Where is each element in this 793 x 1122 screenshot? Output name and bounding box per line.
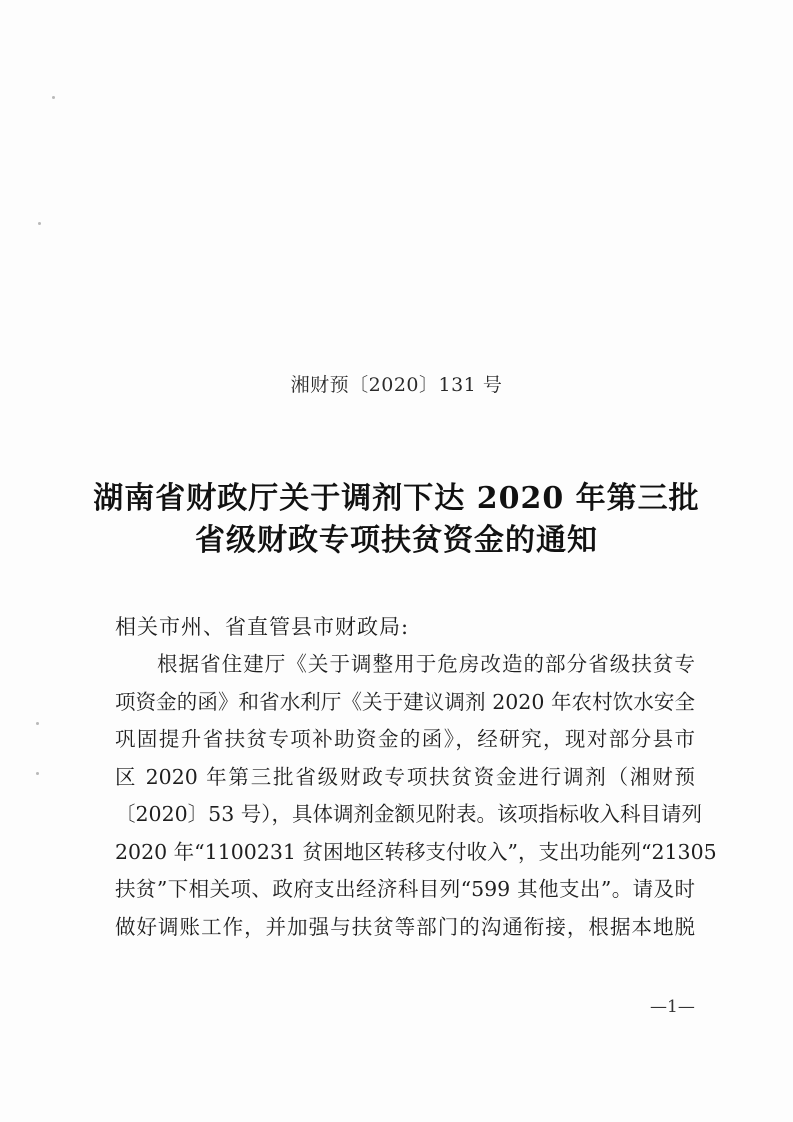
title-line-1: 湖南省财政厅关于调剂下达 2020 年第三批	[93, 481, 700, 516]
body-line: 项资金的函》和省水利厅《关于建议调剂 2020 年农村饮水安全	[115, 689, 695, 714]
body-text	[115, 646, 717, 946]
body-line: 〔2020〕53 号），具体调剂金额见附表。该项指标收入科目请列	[115, 802, 703, 826]
body-line: 2020 年“1100231 贫困地区转移支付收入”，支出功能列“21305	[115, 839, 717, 864]
body-line: 扶贫”下相关项、政府支出经济科目列“599 其他支出”。请及时	[115, 877, 695, 901]
body-line: 巩固提升省扶贫专项补助资金的函》，经研究，现对部分县市	[115, 727, 695, 751]
scan-speck	[36, 722, 39, 725]
scan-speck	[36, 772, 39, 775]
salutation: 相关市州、省直管县市财政局:	[115, 615, 410, 639]
scan-speck	[52, 96, 55, 99]
page-number: —1—	[650, 997, 695, 1017]
body-line: 根据省住建厅《关于调整用于危房改造的部分省级扶贫专	[157, 652, 695, 676]
document-number: 湘财预〔2020〕131 号	[290, 374, 503, 396]
title-line-2: 省级财政专项扶贫资金的通知	[195, 523, 598, 558]
body-line: 做好调账工作，并加强与扶贫等部门的沟通衔接，根据本地脱	[115, 914, 695, 939]
body-line: 区 2020 年第三批省级财政专项扶贫资金进行调剂（湘财预	[115, 764, 695, 789]
document-title	[0, 478, 793, 562]
scan-speck	[38, 222, 41, 225]
